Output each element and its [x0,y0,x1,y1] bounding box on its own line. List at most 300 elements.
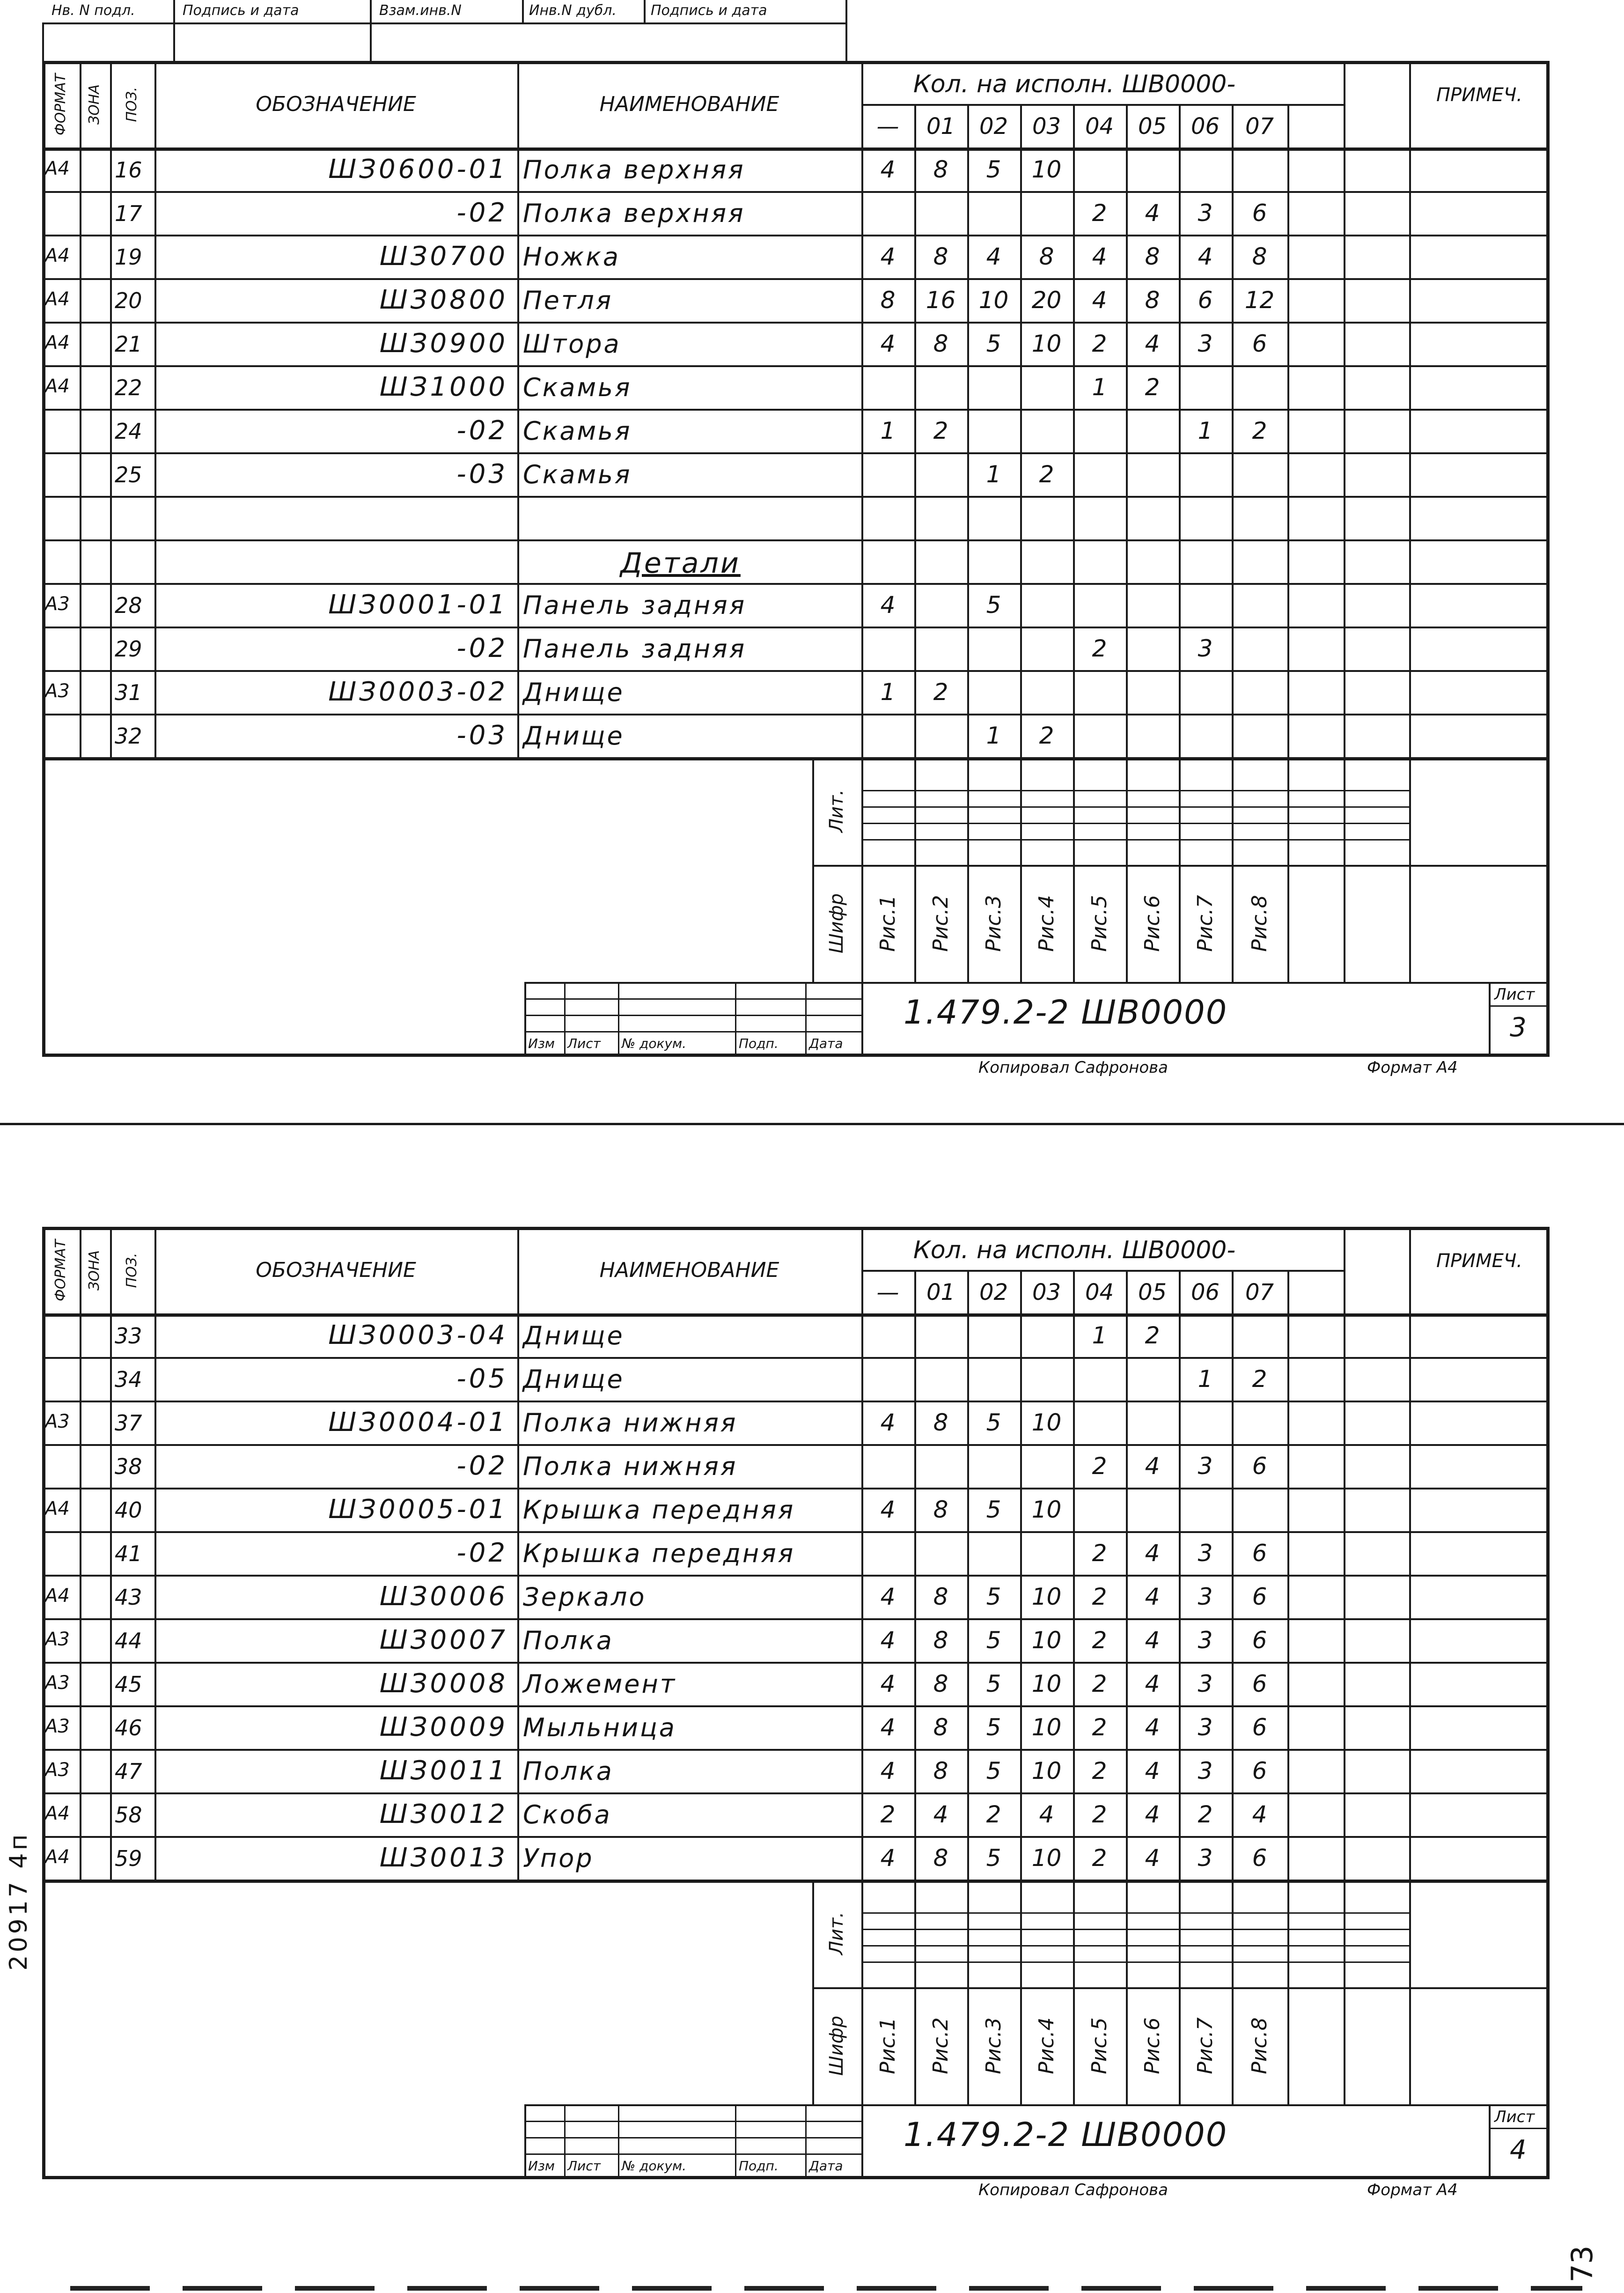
stamp-label: Изм [528,2158,555,2174]
stamp-label: Лист [567,1036,601,1051]
format-caption: Формат А4 [1367,2181,1458,2199]
row-qty: 4 [880,591,896,619]
grid-line [42,409,1550,411]
row-position: 59 [115,1845,142,1871]
row-designation: ШЗ0009 [379,1711,508,1742]
header-name: НАИМЕНОВАНИЕ [599,1258,779,1282]
row-qty: 3 [1198,1626,1213,1654]
row-name: Днище [523,677,625,707]
row-qty: 8 [933,1408,948,1436]
row-position: 41 [115,1541,142,1566]
grid-line [154,1227,156,1880]
row-position: 33 [115,1323,142,1349]
grid-line [42,1488,1550,1489]
row-qty: 8 [933,1670,948,1697]
grid-line [1126,104,1128,757]
row-qty: 6 [1198,286,1213,314]
row-designation: -05 [456,1363,508,1394]
bottom-dashes [70,2286,1582,2291]
row-position: 16 [115,157,142,183]
row-qty: 3 [1198,1539,1213,1567]
row-qty: 3 [1198,1713,1213,1741]
row-qty: 3 [1198,1757,1213,1784]
row-qty: 4 [1092,286,1107,314]
stamp-label: Подп. [739,2158,779,2174]
row-qty: 8 [933,243,948,270]
header-format: ФОРМАТ [52,1239,69,1301]
header-designation: ОБОЗНАЧЕНИЕ [256,1258,416,1282]
figure-label: Рис.6 [1140,2017,1164,2074]
row-qty: 4 [880,1496,896,1523]
grid-line [42,1662,1550,1664]
grid-line [42,496,1550,498]
grid-line [42,1054,1550,1057]
grid-line [42,1705,1550,1707]
row-qty: 1 [986,722,1001,749]
row-designation: ШЗ0013 [379,1842,508,1873]
row-qty: 1 [880,417,896,444]
row-qty: 1 [880,678,896,706]
sheet-number: 3 [1510,1012,1527,1043]
figure-label: Рис.5 [1087,895,1111,952]
figure-label: Рис.2 [928,2017,953,2074]
row-name: Полка [523,1756,614,1786]
row-qty: 2 [1092,199,1107,227]
row-qty: 8 [933,1713,948,1741]
row-qty: 6 [1252,1713,1267,1741]
row-position: 20 [115,288,142,313]
sheet-label: Лист [1494,985,1535,1004]
grid-line [564,2104,566,2179]
figure-label: Рис.3 [981,895,1006,952]
row-qty: 2 [1092,1452,1107,1480]
row-qty: 2 [1252,1365,1267,1393]
grid-line [812,1987,1550,1989]
row-designation: -02 [456,1450,508,1481]
figure-label: Рис.4 [1034,895,1058,952]
row-qty: 4 [880,1408,896,1436]
cipher-label: Шифр [826,2015,847,2076]
grid-line [42,1749,1550,1751]
strip-label: Нв. N подл. [51,2,135,19]
row-qty: 6 [1252,1539,1267,1567]
row-qty: 8 [1252,243,1267,270]
grid-line [805,2104,807,2179]
grid-line [524,982,526,1057]
grid-line [564,982,566,1057]
grid-line [524,1031,861,1032]
copied-by: Копировал Сафронова [978,2181,1168,2199]
spec-sheet-4 [42,1227,1550,2257]
row-name: Штора [523,329,621,359]
grid-line [42,235,1550,236]
grid-line [1179,104,1181,757]
row-qty: 2 [933,678,948,706]
grid-line [1344,1227,1345,1880]
row-name: Ложемент [523,1669,677,1699]
header-pos: ПОЗ. [124,1253,140,1288]
figure-label: Рис.3 [981,2017,1006,2074]
row-qty: 1 [1092,373,1107,401]
grid-line [861,104,1344,106]
grid-line [861,823,1409,824]
row-qty: 4 [1145,199,1160,227]
row-format: А3 [45,593,70,615]
row-qty: 3 [1198,634,1213,662]
row-qty: 5 [986,1583,1001,1610]
row-name: Скамья [523,416,632,446]
row-qty: 2 [1039,722,1054,749]
row-qty: 3 [1198,330,1213,357]
row-qty: 5 [986,1713,1001,1741]
row-qty: 4 [933,1800,948,1828]
grid-line [1409,1880,1411,2104]
row-position: 22 [115,375,142,400]
row-qty: 10 [1031,1713,1062,1741]
header-variant-2: 02 [979,113,1008,140]
row-qty: 4 [880,1670,896,1697]
grid-line [861,790,1409,791]
row-qty: 6 [1252,1844,1267,1872]
grid-line [524,2137,861,2138]
row-format: А4 [45,1846,70,1868]
row-qty: 2 [1092,1800,1107,1828]
grid-line [1489,2128,1550,2129]
grid-line [861,1912,1409,1914]
grid-line [42,1401,1550,1402]
row-name: Полка нижняя [523,1451,738,1481]
figure-label: Рис.8 [1247,895,1271,952]
row-designation: -02 [456,197,508,228]
grid-line [861,1270,1344,1272]
row-qty: 10 [1031,1757,1062,1784]
row-qty: 5 [986,1844,1001,1872]
grid-line [42,1531,1550,1533]
row-name: Крышка передняя [523,1538,795,1568]
grid-line [42,2176,1550,2179]
row-qty: 2 [1145,1321,1160,1349]
header-variant-2: 02 [979,1279,1008,1305]
header-format: ФОРМАТ [52,73,69,135]
page-number: 73 [1565,2245,1599,2283]
row-position: 34 [115,1366,142,1392]
row-qty: 10 [1031,1408,1062,1436]
row-qty: 8 [880,286,896,314]
header-variant-6: 06 [1190,113,1220,140]
header-qty-title: Кол. на исполн. ШВ0000- [913,70,1236,98]
row-position: 40 [115,1497,142,1523]
row-format: А3 [45,1628,70,1650]
grid-line [42,583,1550,585]
grid-line [524,982,1550,984]
lit-label: Лит. [826,789,847,833]
row-qty: 1 [1198,417,1213,444]
header-remark: ПРИМЕЧ. [1436,84,1523,106]
row-qty: 8 [933,155,948,183]
row-qty: 4 [880,1757,896,1784]
grid-line [42,714,1550,715]
row-position: 32 [115,723,142,749]
row-qty: 3 [1198,1452,1213,1480]
grid-line [1073,104,1075,757]
row-qty: 2 [1092,634,1107,662]
row-qty: 10 [1031,1626,1062,1654]
header-variant-5: 05 [1138,113,1167,140]
grid-line [861,806,1409,808]
grid-line [914,104,916,757]
row-qty: 4 [880,1844,896,1872]
row-name: Днище [523,1320,625,1350]
row-qty: 4 [1145,1539,1160,1567]
row-qty: 3 [1198,1670,1213,1697]
row-format: А4 [45,1497,70,1519]
row-position: 24 [115,418,142,444]
header-variant-3: 03 [1032,113,1061,140]
header-qty-title: Кол. на исполн. ШВ0000- [913,1236,1236,1264]
row-designation: -03 [456,720,508,751]
header-zone: ЗОНА [86,1250,103,1290]
grid-line [1546,1227,1550,2179]
header-variant-7: 07 [1245,1279,1274,1305]
row-format: А3 [45,1715,70,1737]
row-name: Зеркало [523,1582,647,1612]
header-variant-5: 05 [1138,1279,1167,1305]
row-position: 45 [115,1671,142,1697]
row-name: Полка верхняя [523,155,745,184]
row-position: 28 [115,592,142,618]
grid-line [735,982,736,1057]
row-qty: 2 [1092,1844,1107,1872]
row-qty: 4 [1252,1800,1267,1828]
lit-label: Лит. [826,1911,847,1955]
row-name: Полка верхняя [523,198,745,228]
grid-line [42,61,45,1057]
header-zone: ЗОНА [86,84,103,125]
row-position: 37 [115,1410,142,1436]
row-name: Днище [523,1364,625,1394]
row-qty: 8 [933,1626,948,1654]
row-qty: 6 [1252,1583,1267,1610]
row-format: А4 [45,1802,70,1824]
row-qty: 10 [1031,330,1062,357]
header-variant-0: — [876,113,899,140]
row-designation: ШЗ1000 [379,371,508,402]
stamp-label: № докум. [622,2158,687,2174]
document-code: 1.479.2-2 ШВ0000 [904,2116,1228,2154]
grid-line [42,1575,1550,1577]
row-position: 44 [115,1628,142,1653]
spec-sheet-3 [42,61,1550,1091]
row-qty: 8 [933,1844,948,1872]
row-qty: 4 [1145,1670,1160,1697]
sheet-number: 4 [1510,2135,1527,2165]
row-name: Панель задняя [523,590,747,620]
grid-line [1287,104,1289,757]
grid-line [42,1444,1550,1446]
grid-line [524,2153,861,2155]
row-qty: 8 [933,1757,948,1784]
grid-line [1489,1005,1550,1007]
row-name: Полка [523,1625,614,1655]
row-qty: 2 [1039,460,1054,488]
grid-line [42,1792,1550,1794]
grid-line [1546,61,1550,1057]
row-name: Панель задняя [523,634,747,664]
row-qty: 4 [880,155,896,183]
strip-label: Подпись и дата [183,2,299,19]
grid-line [812,757,814,982]
sheet-separator [0,1123,1624,1125]
grid-line [1409,757,1411,982]
inventory-number: 20917 4п [5,1831,33,1971]
header-variant-7: 07 [1245,113,1274,140]
row-position: 38 [115,1453,142,1479]
grid-line [524,998,861,1000]
row-qty: 4 [1039,1800,1054,1828]
strip-label: Подпись и дата [651,2,767,19]
row-name: Скоба [523,1799,612,1829]
row-designation: ШЗ0700 [379,241,508,272]
grid-line [42,365,1550,367]
grid-line [861,1945,1409,1946]
row-designation: ШЗ0012 [379,1799,508,1829]
row-format: А4 [45,375,70,397]
row-name: Упор [523,1843,594,1873]
grid-line [80,1227,81,1880]
row-position: 19 [115,244,142,270]
row-name: Мыльница [523,1712,676,1742]
figure-label: Рис.7 [1193,895,1217,952]
row-name: Детали [620,546,741,580]
grid-line [524,2104,526,2179]
grid-line [861,1227,863,1880]
figure-label: Рис.4 [1034,2017,1058,2074]
grid-line [42,539,1550,541]
row-designation: -03 [456,458,508,489]
row-qty: 4 [1145,1844,1160,1872]
row-qty: 2 [1252,417,1267,444]
figure-label: Рис.6 [1140,895,1164,952]
row-format: А4 [45,332,70,354]
row-name: Петля [523,285,613,315]
grid-line [618,2104,619,2179]
row-format: А3 [45,680,70,702]
grid-line [861,1961,1409,1963]
top-strip [42,0,847,23]
document-code: 1.479.2-2 ШВ0000 [904,993,1228,1032]
header-variant-1: 01 [926,113,955,140]
copied-by: Копировал Сафронова [978,1058,1168,1077]
row-qty: 5 [986,1670,1001,1697]
strip-label: Инв.N дубл. [529,2,617,19]
row-qty: 8 [933,1583,948,1610]
row-qty: 4 [1145,330,1160,357]
row-qty: 6 [1252,1670,1267,1697]
row-qty: 4 [1145,1757,1160,1784]
row-name: Полка нижняя [523,1408,738,1438]
row-qty: 4 [880,1626,896,1654]
row-qty: 2 [1092,1713,1107,1741]
grid-line [42,1313,1550,1317]
cipher-label: Шифр [826,893,847,954]
grid-line [42,452,1550,454]
row-position: 46 [115,1715,142,1740]
row-qty: 1 [986,460,1001,488]
figure-label: Рис.1 [875,2017,900,2074]
grid-line [861,1929,1409,1930]
grid-line [812,865,1550,867]
row-position: 43 [115,1584,142,1610]
stamp-label: Дата [809,2158,843,2174]
row-format: А4 [45,288,70,310]
row-qty: 4 [1092,243,1107,270]
row-qty: 2 [1092,1626,1107,1654]
stamp-label: Дата [809,1036,843,1051]
figure-label: Рис.7 [1193,2017,1217,2074]
grid-line [1409,1227,1411,1880]
header-variant-4: 04 [1085,1279,1114,1305]
stamp-label: № докум. [622,1036,687,1051]
header-variant-4: 04 [1085,113,1114,140]
row-qty: 3 [1198,1583,1213,1610]
row-qty: 5 [986,1757,1001,1784]
row-format: А4 [45,1585,70,1607]
grid-line [861,982,863,1057]
row-qty: 16 [926,286,956,314]
row-qty: 10 [978,286,1009,314]
grid-line [1489,982,1491,1057]
row-qty: 4 [880,330,896,357]
row-position: 31 [115,679,142,705]
row-qty: 3 [1198,1844,1213,1872]
row-name: Днище [523,721,625,751]
row-qty: 4 [1145,1800,1160,1828]
row-qty: 4 [1145,1713,1160,1741]
row-qty: 20 [1031,286,1062,314]
row-qty: 2 [1092,1539,1107,1567]
row-qty: 1 [1092,1321,1107,1349]
row-qty: 5 [986,591,1001,619]
row-qty: 2 [1198,1800,1213,1828]
grid-line [861,2104,863,2179]
row-qty: 2 [1092,1583,1107,1610]
row-designation: ШЗ0003-02 [328,676,508,707]
row-qty: 1 [1198,1365,1213,1393]
stamp-label: Подп. [739,1036,779,1051]
grid-line [812,1880,814,2104]
stamp-label: Изм [528,1036,555,1051]
row-designation: ШЗ0001-01 [328,589,508,620]
grid-line [967,104,969,757]
header-variant-1: 01 [926,1279,955,1305]
grid-line [517,1227,519,1880]
row-qty: 2 [1145,373,1160,401]
grid-line [735,2104,736,2179]
grid-line [42,1880,1550,1883]
row-qty: 4 [1198,243,1213,270]
grid-line [42,1836,1550,1838]
row-position: 29 [115,636,142,662]
row-qty: 5 [986,330,1001,357]
grid-line [42,61,1550,64]
row-qty: 4 [1145,1583,1160,1610]
figure-label: Рис.8 [1247,2017,1271,2074]
row-qty: 6 [1252,199,1267,227]
grid-line [524,2104,1550,2106]
row-designation: ШЗ0006 [379,1581,508,1612]
row-position: 58 [115,1802,142,1828]
sheet-label: Лист [1494,2108,1535,2126]
